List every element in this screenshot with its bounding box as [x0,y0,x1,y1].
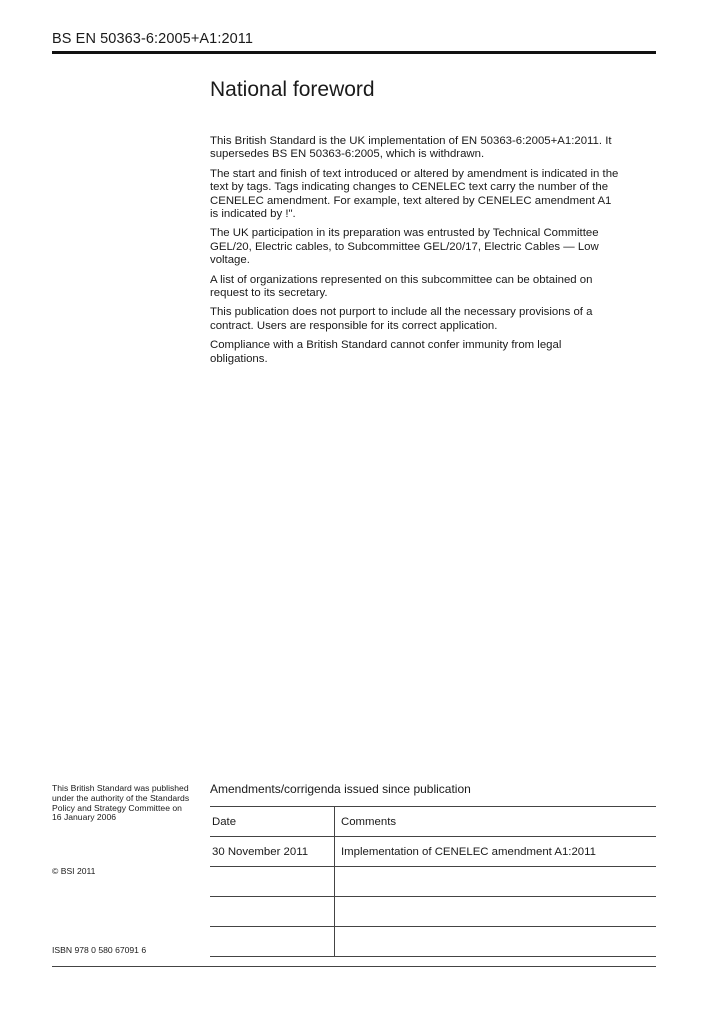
cell-comments [335,867,657,897]
footer-rule [52,966,656,967]
table-row [210,927,656,957]
page-title: National foreword [210,78,375,101]
cell-date [210,927,335,957]
table-row [210,897,656,927]
cell-comments [335,897,657,927]
paragraph-amendment-tags: The start and finish of text introduced or altered by amendment is indicated in the text by tags. Tags indicating changes to CENELEC text carry the number of the CENELEC amendment. For example, text altered by CENELEC amendment A1 is indicated by !". [210,167,619,221]
table-row [210,867,656,897]
foreword-body [210,135,620,372]
paragraph-uk-participation: The UK participation in its preparation was entrusted by Technical Committee GEL/20, Electric cables, to Subcommittee GEL/20/17, Electric Cables — Low voltage. [210,227,599,267]
sidebar-copyright: © BSI 2011 [52,866,96,876]
cell-date: 30 November 2011 [210,837,335,867]
paragraph-compliance: Compliance with a British Standard cannot confer immunity from legal obligations. [210,339,562,365]
table-header-row [210,807,656,837]
cell-date [210,867,335,897]
cell-comments [335,927,657,957]
paragraph-organizations-list: A list of organizations represented on this subcommittee can be obtained on request to its secretary. [210,273,593,300]
paragraph-contract-provisions: This publication does not purport to include all the necessary provisions of a contract. Users are responsible for its correct application. [210,306,593,332]
table-row [210,837,656,867]
paragraph-implementation: This British Standard is the UK implementation of EN 50363-6:2005+A1:2011. It supersedes BS EN 50363-6:2005, which is withdrawn. [210,135,612,161]
cell-comments: Implementation of CENELEC amendment A1:2011 [335,837,657,867]
sidebar-isbn: ISBN 978 0 580 67091 6 [52,945,147,955]
sidebar-authority: This British Standard was published under the authority of the Standards Policy and Strategy Committee on 16 January 2006 [52,783,190,823]
column-header-comments: Comments [335,807,657,837]
amendments-title: Amendments/corrigenda issued since publication [210,782,471,796]
column-header-date: Date [210,807,335,837]
header-doc-id: BS EN 50363-6:2005+A1:2011 [52,31,254,47]
amendments-table [210,806,656,957]
cell-date [210,897,335,927]
header-rule [52,51,656,54]
